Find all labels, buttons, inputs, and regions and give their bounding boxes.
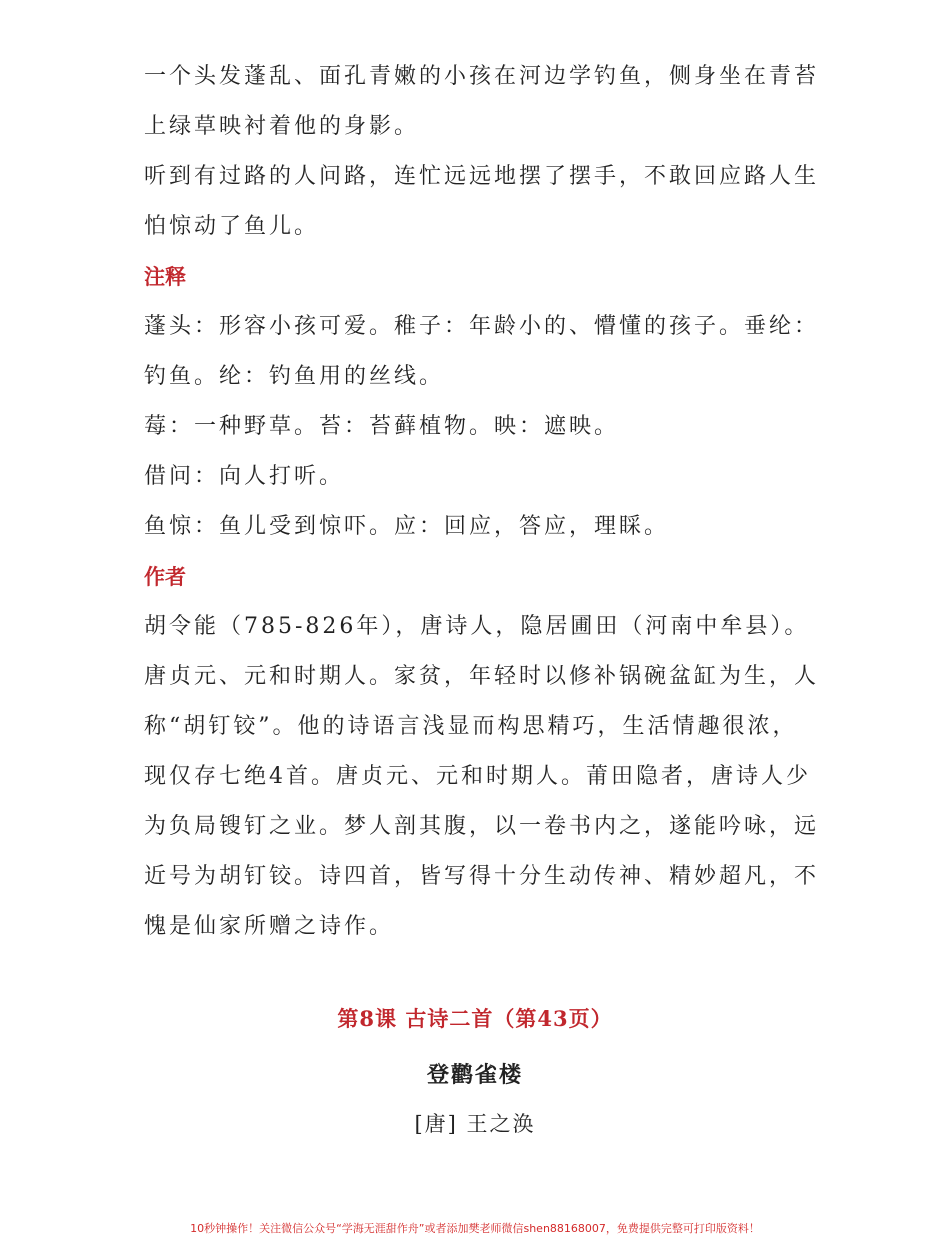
lesson-title: 第8课 古诗二首（第43页） — [337, 1006, 613, 1031]
translation-line: 听到有过路的人问路，连忙远远地摆了摆手，不敢回应路人生 — [144, 164, 820, 189]
note-line: 蓬头：形容小孩可爱。稚子：年龄小的、懵懂的孩子。垂纶： — [144, 314, 820, 339]
poem-title: 登鹳雀楼 — [426, 1062, 523, 1088]
author-line: 愧是仙家所赠之诗作。 — [144, 914, 395, 939]
note-line: 钓鱼。纶：钓鱼用的丝线。 — [144, 364, 445, 389]
note-line: 借问：向人打听。 — [144, 464, 345, 489]
author-section — [144, 552, 820, 952]
note-line: 鱼惊：鱼儿受到惊吓。应：回应，答应，理睬。 — [144, 514, 670, 539]
main-content — [144, 52, 820, 952]
author-line: 胡令能（785-826年），唐诗人，隐居圃田（河南中牟县）。 — [144, 614, 810, 639]
translation-line: 一个头发蓬乱、面孔青嫩的小孩在河边学钓鱼，侧身坐在青苔 — [144, 64, 820, 89]
translation-line: 上绿草映衬着他的身影。 — [144, 114, 420, 139]
author-line: 称“胡钉铰”。他的诗语言浅显而构思精巧，生活情趣很浓， — [144, 714, 798, 739]
footer-notice: 10秒钟操作！关注微信公众号“学海无涯甜作舟”或者添加樊老师微信shen88168007，免费提供完整可打印版资料！ — [190, 1222, 760, 1235]
translation-line: 怕惊动了鱼儿。 — [144, 214, 320, 239]
translation-section — [144, 52, 820, 252]
author-line: 唐贞元、元和时期人。家贫，年轻时以修补锅碗盆缸为生，人 — [144, 664, 820, 689]
author-line: 现仅存七绝4首。唐贞元、元和时期人。莆田隐者，唐诗人少 — [144, 764, 811, 789]
notes-section — [144, 252, 820, 552]
notes-heading: 注释 — [144, 264, 186, 289]
author-line: 为负局锼钉之业。梦人剖其腹，以一卷书内之，遂能吟咏，远 — [144, 814, 820, 839]
author-heading: 作者 — [144, 564, 186, 589]
poem-author: [唐] 王之涣 — [414, 1112, 536, 1136]
author-line: 近号为胡钉铰。诗四首，皆写得十分生动传神、精妙超凡，不 — [144, 864, 820, 889]
note-line: 莓：一种野草。苔：苔藓植物。映：遮映。 — [144, 414, 620, 439]
